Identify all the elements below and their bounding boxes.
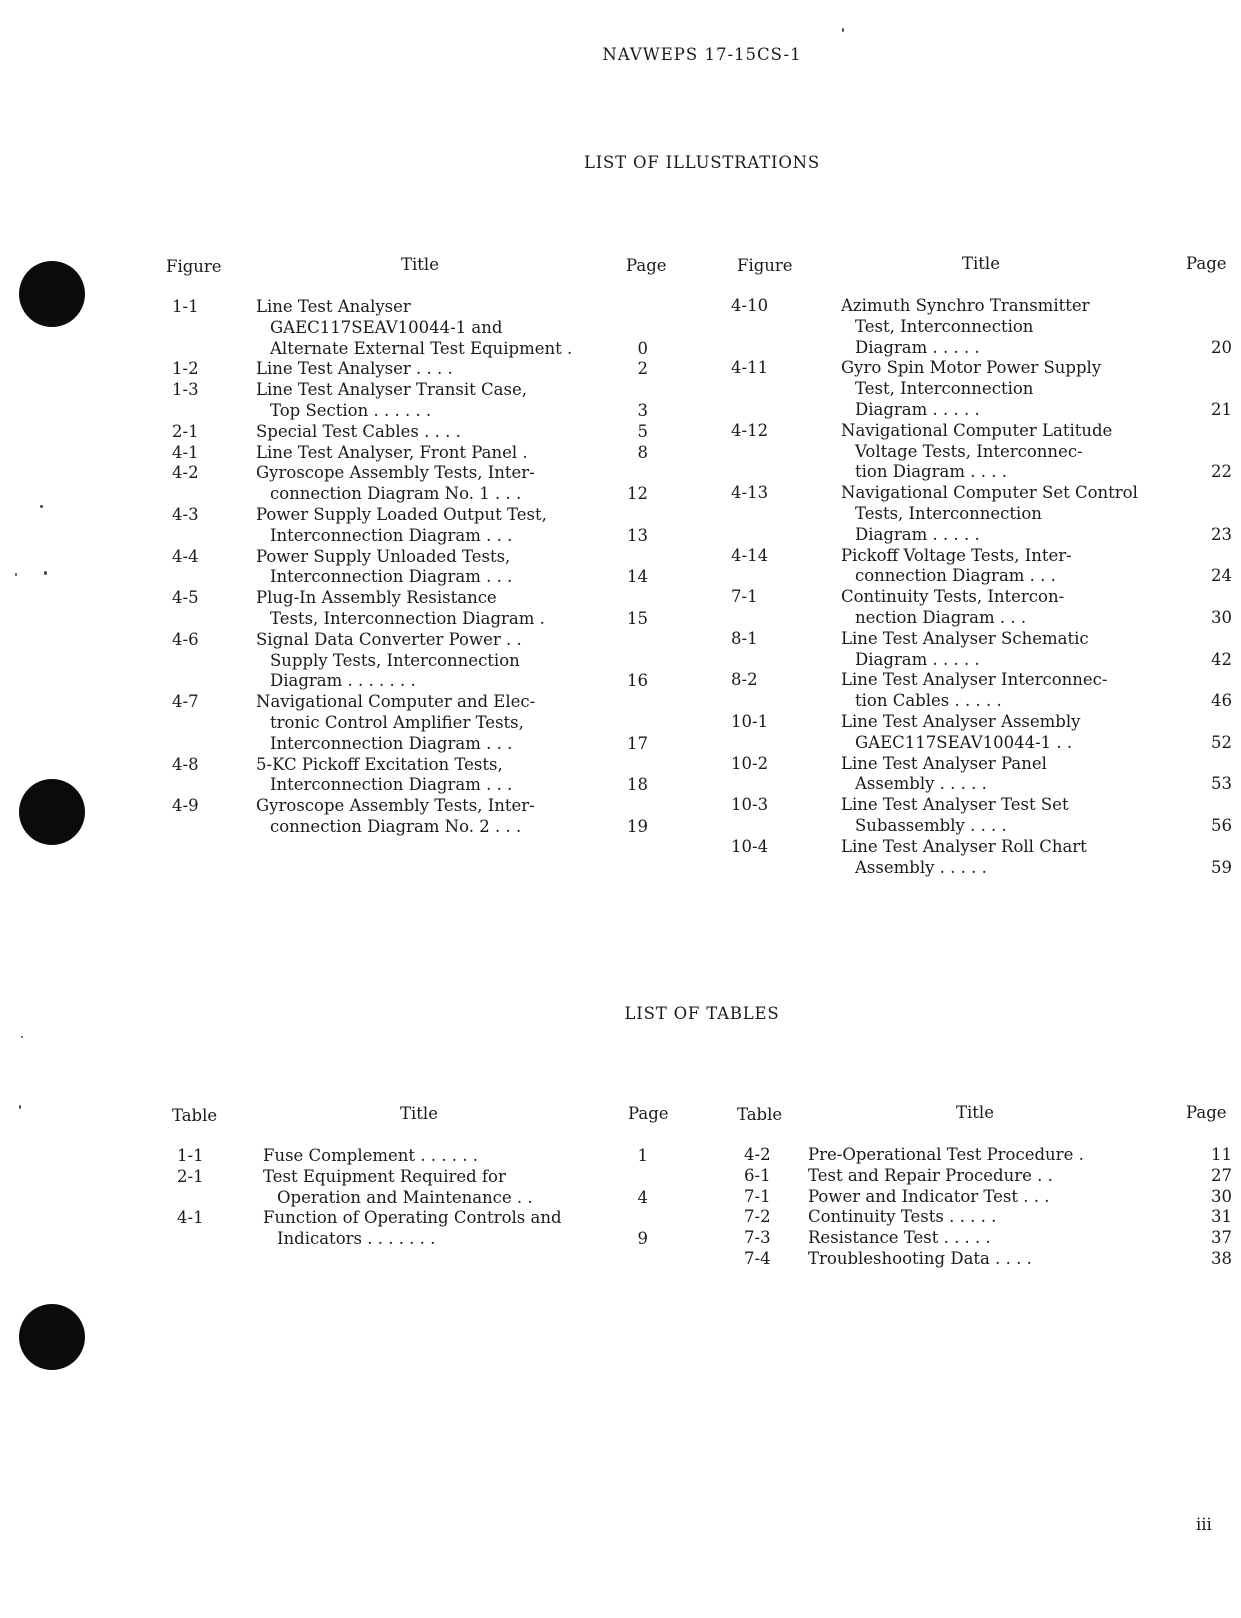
entry-title-line: Line Test Analyser . . . .: [256, 359, 453, 379]
entry-number: 7-4: [744, 1249, 771, 1268]
entry-page: 42: [1211, 649, 1232, 669]
entry-page: 27: [1211, 1165, 1232, 1185]
entry-number: 1-2: [172, 359, 199, 379]
col-header-table-right: Table: [737, 1105, 783, 1124]
entry-page: 38: [1211, 1249, 1232, 1268]
entry-page: 56: [1211, 815, 1232, 835]
entry-page: 59: [1211, 857, 1232, 877]
entry-title-line: Fuse Complement . . . . . .: [263, 1146, 478, 1165]
entry-title-line: Interconnection Diagram . . .: [270, 567, 513, 587]
entry-number: 4-3: [172, 505, 199, 524]
entry-title: [256, 380, 527, 422]
entry-title: [808, 1228, 991, 1249]
entry-number: 1-3: [172, 380, 199, 400]
binder-hole-top: [19, 261, 85, 327]
entry-title-line: Line Test Analyser Panel: [841, 753, 1047, 773]
entry-title: [256, 443, 528, 464]
entry-page: 18: [627, 775, 648, 795]
entry-title-line: Diagram . . . . .: [855, 399, 980, 419]
entry-page: 9: [637, 1229, 648, 1249]
entry-number: 7-1: [731, 587, 758, 607]
entry-title-line: Indicators . . . . . . .: [277, 1229, 436, 1249]
entry-title-line: Azimuth Synchro Transmitter: [841, 296, 1090, 315]
entry-number: 8-1: [731, 628, 758, 648]
entry-page: 11: [1211, 1145, 1232, 1164]
entry-title-line: Line Test Analyser Assembly: [841, 712, 1081, 731]
entry-number: 4-6: [172, 629, 199, 649]
entry-title: [808, 1207, 996, 1228]
entry-title-line: Alternate External Test Equipment .: [270, 338, 573, 358]
entry-page: 12: [627, 484, 648, 504]
entry-title: [256, 505, 547, 547]
entry-title: [841, 358, 1101, 420]
entry-number: 4-14: [731, 545, 769, 565]
entry-title: [256, 547, 512, 589]
entry-number: 4-10: [731, 296, 769, 315]
entry-title: [841, 587, 1064, 629]
col-header-page-right: Page: [1186, 1103, 1227, 1122]
entry-number: 7-2: [744, 1207, 771, 1227]
entry-title-line: connection Diagram . . .: [855, 566, 1056, 586]
entry-title: [841, 629, 1089, 671]
page-number: iii: [1196, 1515, 1212, 1534]
entry-title-line: GAEC117SEAV10044-1 and: [270, 317, 503, 337]
entry-number: 4-13: [731, 483, 769, 503]
entry-title-line: Plug-In Assembly Resistance: [256, 588, 497, 608]
entry-title-line: 5-KC Pickoff Excitation Tests,: [256, 754, 503, 774]
binder-hole-bottom: [19, 1304, 85, 1370]
entry-title-line: Line Test Analyser Roll Chart: [841, 836, 1087, 856]
entry-page: 30: [1211, 607, 1232, 627]
entry-title-line: Line Test Analyser: [256, 297, 411, 316]
entry-number: 7-3: [744, 1228, 771, 1248]
entry-title: [256, 422, 461, 443]
entry-title-line: Special Test Cables . . . .: [256, 421, 461, 441]
entry-page: 1: [637, 1146, 648, 1165]
entry-page: 22: [1211, 462, 1232, 482]
entry-title-line: Subassembly . . . .: [855, 815, 1007, 835]
entry-page: 13: [627, 525, 648, 545]
entry-number: 7-1: [744, 1186, 771, 1206]
entry-page: 21: [1211, 399, 1232, 419]
entry-title-line: Power and Indicator Test . . .: [808, 1186, 1050, 1206]
scan-speck: [19, 1105, 21, 1109]
entry-title-line: Pickoff Voltage Tests, Inter-: [841, 545, 1072, 565]
binder-hole-middle: [19, 779, 85, 845]
entry-title-line: Navigational Computer and Elec-: [256, 692, 536, 712]
entry-number: 4-11: [731, 358, 769, 378]
entry-title: [263, 1167, 533, 1209]
entry-title-line: Continuity Tests . . . . .: [808, 1207, 997, 1227]
entry-title-line: Navigational Computer Set Control: [841, 483, 1138, 503]
entry-number: 4-1: [177, 1208, 204, 1228]
entry-title-line: Gyro Spin Motor Power Supply: [841, 358, 1102, 378]
entry-title-line: tion Cables . . . . .: [855, 691, 1002, 711]
entry-title: [256, 755, 512, 797]
entry-title-line: Test Equipment Required for: [263, 1166, 506, 1186]
entry-title-line: Diagram . . . . .: [855, 649, 980, 669]
entry-title-line: Diagram . . . . .: [855, 337, 980, 357]
entry-title: [841, 546, 1072, 588]
entry-title-line: nection Diagram . . .: [855, 607, 1027, 627]
entry-title: [841, 795, 1069, 837]
entry-page: 30: [1211, 1186, 1232, 1206]
entry-title-line: tronic Control Amplifier Tests,: [270, 712, 524, 732]
scan-speck: [44, 571, 47, 575]
tables-heading: LIST OF TABLES: [624, 1004, 780, 1023]
entry-title-line: GAEC117SEAV10044-1 . .: [855, 732, 1073, 752]
entry-title-line: Interconnection Diagram . . .: [270, 775, 513, 795]
entry-title-line: Power Supply Unloaded Tests,: [256, 546, 511, 566]
entry-title-line: Tests, Interconnection: [855, 503, 1042, 523]
entry-title-line: Navigational Computer Latitude: [841, 420, 1113, 440]
entry-page: 24: [1211, 566, 1232, 586]
scan-speck: [842, 28, 844, 32]
entry-title-line: Line Test Analyser, Front Panel .: [256, 442, 528, 462]
entry-title-line: Operation and Maintenance . .: [277, 1187, 533, 1207]
entry-page: 46: [1211, 691, 1232, 711]
entry-number: 1-1: [172, 297, 199, 316]
entry-title: [808, 1187, 1049, 1208]
entry-title: [841, 421, 1112, 483]
col-header-page: Page: [626, 256, 667, 275]
col-header-title-right: Title: [962, 254, 1000, 273]
entry-number: 4-4: [172, 546, 199, 566]
entry-title: [841, 712, 1080, 754]
entry-number: 4-7: [172, 692, 199, 712]
entry-title-line: Signal Data Converter Power . .: [256, 629, 522, 649]
entry-number: 10-2: [731, 753, 769, 773]
col-header-title-right: Title: [956, 1103, 994, 1122]
entry-title-line: Diagram . . . . . . .: [270, 671, 416, 691]
entry-title-line: Continuity Tests, Intercon-: [841, 587, 1065, 607]
col-header-figure: Figure: [166, 257, 222, 276]
col-header-page: Page: [628, 1104, 669, 1123]
entry-title-line: connection Diagram No. 2 . . .: [270, 816, 522, 836]
entry-page: 53: [1211, 774, 1232, 794]
entry-page: 23: [1211, 524, 1232, 544]
scan-speck: [40, 505, 43, 508]
document-id: NAVWEPS 17-15CS-1: [602, 45, 802, 64]
entry-title: [256, 588, 545, 630]
entry-title-line: Line Test Analyser Test Set: [841, 795, 1069, 815]
entry-title: [263, 1208, 562, 1250]
entry-title-line: Diagram . . . . .: [855, 524, 980, 544]
entry-title-line: Test, Interconnection: [855, 316, 1034, 336]
entry-title-line: connection Diagram No. 1 . . .: [270, 484, 522, 504]
entry-page: 37: [1211, 1228, 1232, 1248]
entry-title: [256, 359, 453, 380]
entry-title: [808, 1249, 1032, 1270]
entry-number: 2-1: [172, 421, 199, 441]
entry-page: 5: [637, 421, 648, 441]
entry-number: 6-1: [744, 1165, 771, 1185]
col-header-title: Title: [400, 1104, 438, 1123]
entry-page: 17: [627, 733, 648, 753]
entry-page: 2: [637, 359, 648, 379]
entry-number: 10-3: [731, 795, 769, 815]
entry-title-line: Top Section . . . . . .: [270, 400, 432, 420]
entry-page: 15: [627, 608, 648, 628]
entry-title-line: Line Test Analyser Interconnec-: [841, 670, 1108, 690]
entry-number: 4-12: [731, 420, 769, 440]
scan-speck: [21, 1036, 23, 1038]
entry-title-line: Supply Tests, Interconnection: [270, 650, 520, 670]
entry-title-line: Assembly . . . . .: [855, 857, 987, 877]
entry-title: [841, 483, 1138, 545]
scan-speck: [15, 573, 17, 576]
entry-number: 4-5: [172, 588, 199, 608]
col-header-figure-right: Figure: [737, 256, 793, 275]
entry-title: [256, 463, 535, 505]
entry-title-line: Line Test Analyser Transit Case,: [256, 380, 527, 400]
entry-page: 14: [627, 567, 648, 587]
entry-title-line: Function of Operating Controls and: [263, 1208, 562, 1228]
entry-title: [256, 630, 522, 692]
entry-title-line: Test and Repair Procedure . .: [808, 1165, 1053, 1185]
entry-number: 4-8: [172, 754, 199, 774]
entry-number: 10-4: [731, 836, 769, 856]
entry-number: 10-1: [731, 712, 769, 731]
entry-title: [256, 297, 572, 359]
entry-page: 8: [637, 442, 648, 462]
entry-page: 16: [627, 671, 648, 691]
entry-title-line: Gyroscope Assembly Tests, Inter-: [256, 463, 535, 483]
entry-number: 4-2: [172, 463, 199, 483]
entry-title-line: tion Diagram . . . .: [855, 462, 1007, 482]
entry-title-line: Voltage Tests, Interconnec-: [855, 441, 1083, 461]
entry-title: [256, 796, 535, 838]
entry-number: 8-2: [731, 670, 758, 690]
col-header-table: Table: [172, 1106, 218, 1125]
entry-title-line: Line Test Analyser Schematic: [841, 628, 1089, 648]
entry-title-line: Assembly . . . . .: [855, 774, 987, 794]
entry-number: 4-2: [744, 1145, 771, 1164]
entry-page: 31: [1211, 1207, 1232, 1227]
entry-title-line: Interconnection Diagram . . .: [270, 525, 513, 545]
entry-title: [808, 1145, 1084, 1166]
entry-title: [841, 837, 1087, 879]
entry-page: 3: [637, 400, 648, 420]
col-header-title: Title: [401, 255, 439, 274]
entry-title-line: Tests, Interconnection Diagram .: [270, 608, 545, 628]
entry-title-line: Troubleshooting Data . . . .: [808, 1249, 1032, 1268]
entry-page: 52: [1211, 732, 1232, 752]
entry-page: 0: [637, 338, 648, 358]
entry-title-line: Resistance Test . . . . .: [808, 1228, 991, 1248]
entry-title-line: Pre-Operational Test Procedure .: [808, 1145, 1084, 1164]
col-header-page-right: Page: [1186, 254, 1227, 273]
entry-title-line: Interconnection Diagram . . .: [270, 733, 513, 753]
entry-number: 2-1: [177, 1166, 204, 1186]
entry-title: [256, 692, 535, 754]
entry-title: [263, 1146, 478, 1167]
entry-number: 4-9: [172, 796, 199, 816]
entry-title-line: Test, Interconnection: [855, 379, 1034, 399]
entry-number: 1-1: [177, 1146, 204, 1165]
entry-page: 20: [1211, 337, 1232, 357]
entry-title: [841, 296, 1090, 358]
entry-page: 19: [627, 816, 648, 836]
entry-title-line: Gyroscope Assembly Tests, Inter-: [256, 796, 535, 816]
entry-title: [841, 670, 1107, 712]
entry-title: [841, 754, 1047, 796]
entry-page: 4: [637, 1187, 648, 1207]
illustrations-heading: LIST OF ILLUSTRATIONS: [583, 153, 821, 172]
entry-number: 4-1: [172, 442, 199, 462]
entry-title-line: Power Supply Loaded Output Test,: [256, 505, 547, 524]
entry-title: [808, 1166, 1053, 1187]
